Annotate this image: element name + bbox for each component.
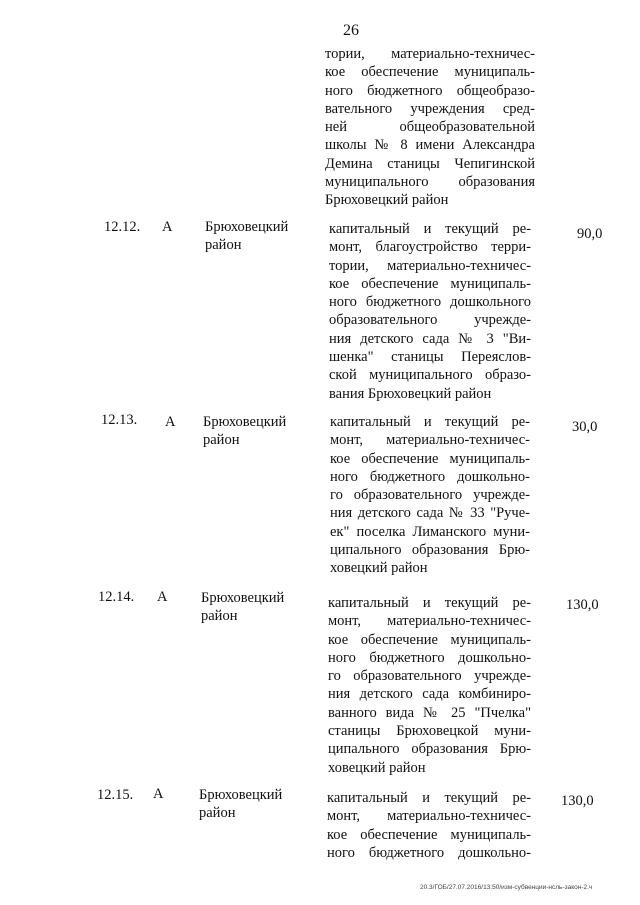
- desc-line: ховецкий район: [328, 759, 426, 776]
- desc-line: кое обеспечение муниципаль-: [330, 450, 530, 467]
- row-amount: 90,0: [577, 226, 603, 242]
- row-description: [329, 220, 531, 403]
- desc-line: ного бюджетного дошкольно-: [328, 649, 531, 666]
- desc-line: монт, материально-техничес-: [327, 808, 531, 825]
- desc-line: шенка" станицы Переяслов-: [329, 349, 531, 366]
- desc-line: ской муниципального образо-: [329, 367, 531, 384]
- desc-line: кое обеспечение муниципаль-: [328, 631, 531, 648]
- desc-line: муниципального образования: [325, 174, 535, 191]
- desc-line: ния детского сада № 3 "Ви-: [329, 330, 531, 347]
- district-line: Брюховецкий: [205, 219, 289, 235]
- desc-line: ховецкий район: [330, 560, 428, 577]
- desc-line: ния детского сада № 33 "Руче-: [330, 505, 530, 522]
- row-category: А: [162, 219, 173, 235]
- row-number: 12.15.: [97, 787, 134, 803]
- desc-line: монт, материально-техничес-: [328, 613, 531, 630]
- row-number: 12.12.: [104, 219, 141, 235]
- district-line: район: [201, 608, 238, 624]
- desc-line: Демина станицы Чепигинской: [325, 155, 535, 172]
- district-line: район: [203, 432, 240, 448]
- desc-line: ного бюджетного дошкольного: [329, 294, 531, 311]
- desc-line: образовательного учрежде-: [329, 312, 531, 329]
- row-amount: 30,0: [572, 419, 598, 435]
- row-description: [328, 594, 531, 777]
- row-description: [330, 413, 530, 578]
- desc-line: тории, материально-техничес-: [325, 46, 535, 62]
- desc-line: го образовательного учрежде-: [330, 487, 530, 504]
- district-line: Брюховецкий: [201, 590, 285, 606]
- row-category: А: [157, 589, 168, 605]
- desc-line: кое обеспечение муниципаль-: [329, 275, 531, 292]
- desc-line: кое обеспечение муниципаль-: [325, 64, 535, 81]
- desc-line: школы № 8 имени Александра: [325, 137, 535, 154]
- district-line: Брюховецкий: [203, 414, 287, 430]
- page-number: 26: [343, 22, 359, 39]
- desc-line: капитальный и текущий ре-: [330, 414, 530, 430]
- desc-line: вания Брюховецкий район: [329, 385, 492, 402]
- desc-line: вательного учреждения сред-: [325, 100, 535, 117]
- row-district: [199, 786, 282, 822]
- desc-line: станицы Брюховецкой муни-: [328, 723, 531, 740]
- desc-line: монт, материально-техничес-: [330, 432, 530, 449]
- row-amount: 130,0: [561, 793, 594, 809]
- desc-line: кое обеспечение муниципаль-: [327, 826, 531, 843]
- desc-line: ней общеобразовательной: [325, 119, 535, 136]
- row-district: [201, 589, 284, 625]
- footer-file-path: 20.3/ГОБ/27.07.2016/13:50/изм-субвенции-нсль-закон-2.ч: [420, 884, 593, 891]
- desc-line: ния детского сада комбиниро-: [328, 686, 531, 703]
- desc-line: капитальный и текущий ре-: [328, 595, 531, 611]
- row-district: [203, 413, 286, 449]
- row-amount: 130,0: [566, 597, 599, 613]
- row-description: [327, 789, 531, 862]
- district-line: Брюховецкий: [199, 787, 283, 803]
- continuation-description: [325, 45, 535, 210]
- desc-line: ного бюджетного дошкольно-: [330, 468, 530, 485]
- desc-line: капитальный и текущий ре-: [329, 221, 531, 237]
- row-district: [205, 218, 288, 254]
- desc-line: го образовательного учрежде-: [328, 668, 531, 685]
- district-line: район: [205, 237, 242, 253]
- district-line: район: [199, 805, 236, 821]
- desc-line: капитальный и текущий ре-: [327, 790, 531, 806]
- desc-line: ного бюджетного общеобразо-: [325, 82, 535, 99]
- desc-line: ванного вида № 25 "Пчелка": [328, 704, 531, 721]
- desc-line: тории, материально-техничес-: [329, 257, 531, 274]
- row-number: 12.13.: [101, 412, 138, 428]
- desc-line: ек" поселка Лиманского муни-: [330, 523, 530, 540]
- desc-line: ципального образования Брю-: [330, 542, 530, 559]
- row-number: 12.14.: [98, 589, 135, 605]
- desc-line: Брюховецкий район: [325, 192, 449, 209]
- row-category: А: [153, 786, 164, 802]
- desc-line: монт, благоустройство терри-: [329, 239, 531, 256]
- desc-line: ципального образования Брю-: [328, 741, 531, 758]
- row-category: А: [165, 414, 176, 430]
- desc-line: ного бюджетного дошкольно-: [327, 844, 531, 861]
